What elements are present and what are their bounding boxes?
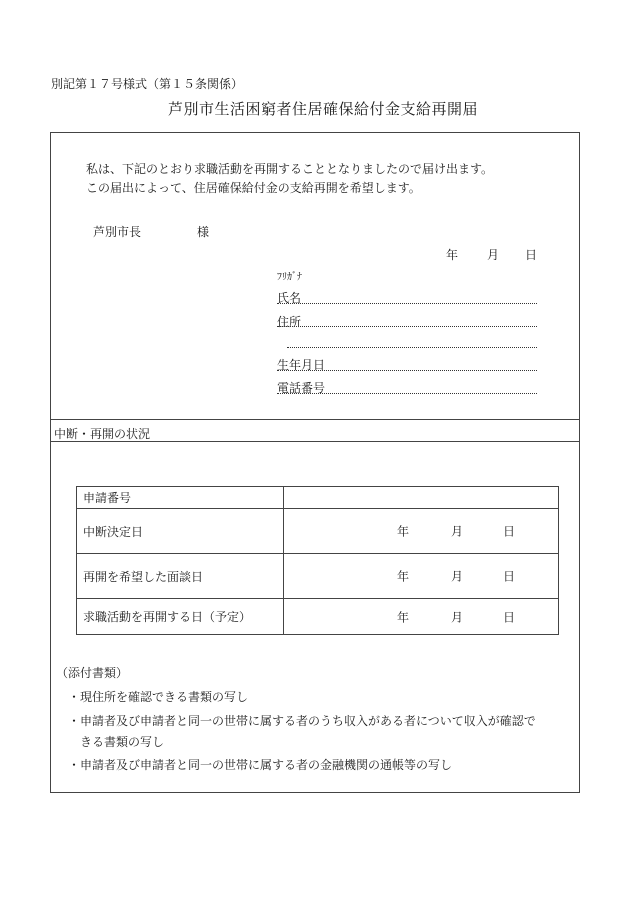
table-row — [77, 554, 559, 599]
attachment-item-continued: きる書類の写し — [80, 735, 165, 749]
phone-field[interactable] — [277, 393, 537, 394]
attachments-heading: （添付書類） — [56, 666, 129, 680]
attachment-item: ・申請者及び申請者と同一の世帯に属する者のうち収入がある者について収入が確認で — [68, 714, 536, 728]
status-table — [76, 486, 559, 635]
address-field-line-2[interactable] — [287, 347, 537, 348]
resume-date-field[interactable] — [284, 599, 559, 635]
table-label-interview-date: 再開を希望した面談日 — [77, 554, 284, 599]
table-label-suspension-date: 中断決定日 — [77, 509, 284, 554]
table-label-resume-date: 求職活動を再開する日（予定） — [77, 599, 284, 635]
name-label: 氏名 — [277, 291, 302, 305]
table-row — [77, 509, 559, 554]
phone-label: 電話番号 — [277, 381, 326, 395]
section-divider-bottom — [50, 441, 580, 442]
suspension-date-field[interactable] — [284, 509, 559, 554]
status-section-heading: 中断・再開の状況 — [54, 427, 151, 441]
resume-month: 月 — [451, 610, 464, 624]
interview-year: 年 — [397, 569, 410, 584]
attachment-item: ・現住所を確認できる書類の写し — [68, 690, 249, 704]
interview-day: 日 — [503, 569, 516, 584]
table-row — [77, 599, 559, 635]
form-number: 別記第１７号様式（第１５条関係） — [51, 77, 244, 91]
resume-day: 日 — [503, 610, 516, 624]
declaration-line-2: この届出によって、住居確保給付金の支給再開を希望します。 — [86, 181, 421, 195]
submission-day: 日 — [525, 248, 538, 262]
addressee-honorific: 様 — [197, 225, 210, 239]
submission-year: 年 — [446, 248, 459, 262]
furigana-label: ﾌﾘｶﾞﾅ — [277, 272, 302, 283]
suspension-day: 日 — [503, 524, 516, 539]
name-field[interactable] — [277, 303, 537, 304]
resume-year: 年 — [397, 610, 410, 624]
submission-month: 月 — [487, 248, 500, 262]
addressee-mayor: 芦別市長 — [93, 225, 142, 239]
table-label-application-number: 申請番号 — [77, 487, 284, 509]
suspension-year: 年 — [397, 524, 410, 539]
interview-date-field[interactable] — [284, 554, 559, 599]
address-label: 住所 — [277, 315, 302, 329]
form-title: 芦別市生活困窮者住居確保給付金支給再開届 — [168, 100, 479, 118]
section-divider-top — [50, 419, 580, 420]
attachment-item: ・申請者及び申請者と同一の世帯に属する者の金融機関の通帳等の写し — [68, 758, 453, 772]
interview-month: 月 — [451, 569, 464, 584]
declaration-line-1: 私は、下記のとおり求職活動を再開することとなりましたので届け出ます。 — [86, 162, 494, 176]
table-row — [77, 487, 559, 509]
birthdate-field[interactable] — [277, 370, 537, 371]
application-number-field[interactable] — [284, 487, 559, 509]
address-field[interactable] — [277, 326, 537, 327]
suspension-month: 月 — [451, 524, 464, 539]
birthdate-label: 生年月日 — [277, 358, 326, 372]
